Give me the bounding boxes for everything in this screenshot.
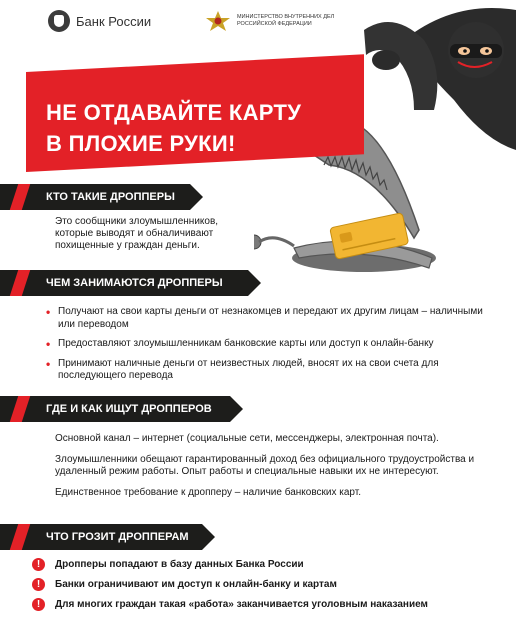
- bank-name: Банк России: [76, 13, 152, 29]
- red-slash-decor: [10, 524, 30, 550]
- red-slash-decor: [10, 270, 30, 296]
- red-slash-decor: [10, 396, 30, 422]
- text-line: Это сообщники злоумышленников,: [55, 216, 219, 227]
- section-consequences-list: [32, 558, 502, 618]
- paragraph: Основной канал – интернет (социальные сети, мессенджеры, электронная почта).: [55, 433, 439, 444]
- warning-text: Дропперы попадают в базу данных Банка России: [55, 558, 304, 570]
- warning-text: Для многих граждан такая «работа» заканчивается уголовным наказанием: [55, 598, 428, 610]
- section-who-are-droppers-text: [55, 216, 255, 252]
- section-where-recruited-header: [0, 396, 230, 422]
- exclamation-icon: !: [32, 598, 45, 611]
- warning-item: [32, 578, 502, 591]
- eagle-emblem-icon: [48, 10, 70, 32]
- title-line-1: НЕ ОТДАВАЙТЕ КАРТУ: [46, 100, 302, 125]
- section-where-recruited-text: [55, 433, 495, 507]
- list-item: • Получают на свои карты деньги от незнакомцев и передают их другим лицам – наличными или переводом: [46, 306, 486, 331]
- text-line: которые выводят и обналичивают: [55, 228, 214, 239]
- exclamation-icon: !: [32, 558, 45, 571]
- section-what-droppers-do-header: [0, 270, 248, 296]
- section-title: ГДЕ И КАК ИЩУТ ДРОППЕРОВ: [46, 403, 212, 415]
- list-item: • Принимают наличные деньги от неизвестных людей, вносят их на свои счета для последующего перевода: [46, 358, 486, 383]
- section-title: ЧТО ГРОЗИТ ДРОППЕРАМ: [46, 531, 189, 543]
- section-consequences-header: [0, 524, 202, 550]
- exclamation-icon: !: [32, 578, 45, 591]
- paragraph: Единственное требование к дропперу – наличие банковских карт.: [55, 486, 362, 498]
- page-title: [46, 97, 346, 159]
- warning-item: [32, 598, 502, 611]
- bank-of-russia-logo: [48, 10, 151, 32]
- section-title: КТО ТАКИЕ ДРОППЕРЫ: [46, 191, 175, 203]
- red-slash-decor: [10, 184, 30, 210]
- warning-text: Банки ограничивают им доступ к онлайн-банку и картам: [55, 578, 337, 590]
- title-line-2: В ПЛОХИЕ РУКИ!: [46, 131, 236, 156]
- section-title: ЧЕМ ЗАНИМАЮТСЯ ДРОППЕРЫ: [46, 277, 223, 289]
- warning-item: [32, 558, 502, 571]
- mvd-emblem-icon: [205, 10, 231, 32]
- text-line: похищенные у граждан деньги.: [55, 240, 200, 251]
- ministry-name: МИНИСТЕРСТВО ВНУТРЕННИХ ДЕЛ РОССИЙСКОЙ ФЕДЕРАЦИИ: [237, 14, 335, 27]
- section-who-are-droppers-header: [0, 184, 190, 210]
- paragraph: Злоумышленники обещают гарантированный доход без официального трудоустройства и удаленный режим работы. Опыт работы и специальные навыки их не интересуют.: [55, 453, 475, 477]
- section-what-droppers-do-list: [46, 306, 486, 390]
- list-item: • Предоставляют злоумышленникам банковские карты или доступ к онлайн-банку: [46, 338, 486, 351]
